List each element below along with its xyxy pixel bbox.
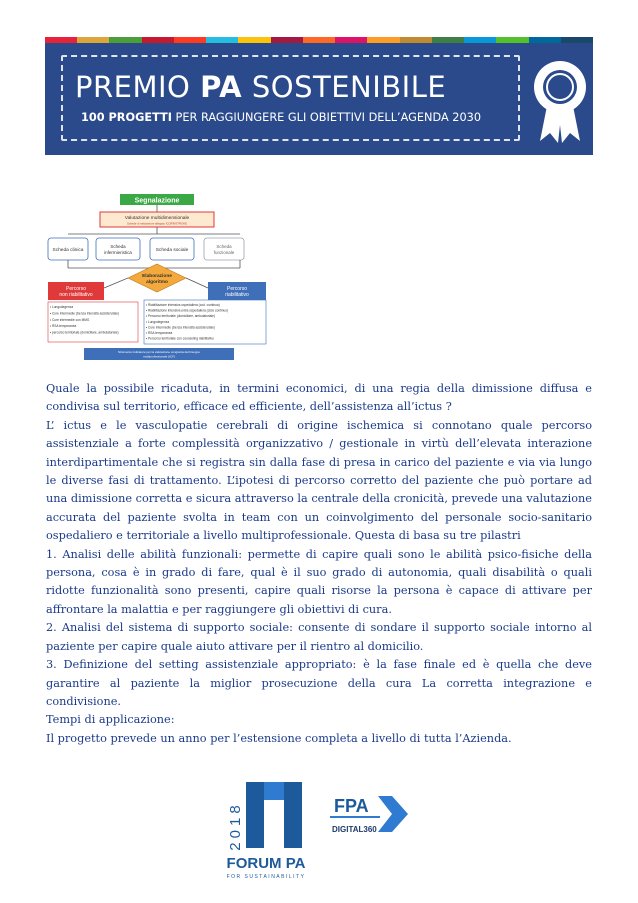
document-body [46,380,592,748]
forum-pa-logo [226,774,306,886]
sdg-stripe-7 [238,37,270,43]
fpa-name: FPA [334,796,369,816]
premio-banner [45,37,593,155]
sdg-stripe-16 [529,37,561,43]
sdg-stripe-12 [400,37,432,43]
rehab-item: • Cure Intermedie (Senza Intensità assistenziale) [146,325,215,330]
sdg-stripe-8 [271,37,303,43]
banner-subtitle [81,111,481,124]
card-nursing [96,238,140,260]
sdg-stripe-1 [45,37,77,43]
paragraph-pillar-3: 3. Definizione del setting assistenziale appropriato: è la fase finale ed è quella che deve garantire al paziente la miglior prosecuzione della cura La corretta integrazione e condivisione. [46,658,592,708]
evaluation-subtitle: Schede di valutazione allegato ICORR/STROKE [126,221,188,226]
indicator-label-2: multiprofessionale (ICF) [143,354,175,359]
sdg-stripe-5 [174,37,206,43]
banner-title-bold: PA [200,70,243,104]
forum-year: 2018 [227,801,244,851]
sdg-stripe-15 [496,37,528,43]
banner-subtitle-rest: PER RAGGIUNGERE GLI OBIETTIVI DELL’AGENDA 2030 [171,111,482,124]
non-rehab-item: • RSA temporanea [50,324,77,329]
non-rehab-label: Percorso [65,286,87,292]
award-ribbon-icon [532,55,588,145]
sdg-stripe-13 [432,37,464,43]
non-rehab-item: • Lungodegenza [50,305,74,309]
paragraph-pillar-1: 1. Analisi delle abilità funzionali: permette di capire quali sono le abilità psico-fisiche della persona, cosa è in grado di fare, qual è il suo grado di autonomia, quali disabilità o quali ridotte funzionalità sono presenti, capire quali risorse la persona è capace di attivare per affrontare la malattia e per raggiungere gli obiettivi di cura. [46,547,592,616]
rehab-label: Percorso [226,286,248,292]
non-rehab-label-2: non riabilitativo [59,292,93,298]
paragraph-intro: L’ ictus e le vasculopatie cerebrali di origine ischemica si connotano quale percorso assistenziale a forte complessità organizzativo / gestionale in virtù dell’elevata interazione interdipartimentale che si registra sin dalla fase di presa in carico del paziente e via via lungo le diverse fasi di trattamento. L’ipotesi di percorso corretto del paziente che può portare ad una dimissione corretta e sicura attraverso la centrale della cronicità, prevede una valutazione accurata del paziente svolta in team con un coinvolgimento del personale socio-sanitario ospedaliero e territoriale a livello multiprofessionale. Questa di basa su tre pilastri [46,418,592,543]
sdg-color-stripes [45,37,593,43]
sdg-stripe-3 [109,37,141,43]
rehab-item: • RSA temporanea [146,331,173,335]
indicator-label: Strumento indicatore per la valutazione congiunta del bisogno [117,350,201,354]
rehab-item: • Riabilitazione intensiva extra ospedaliera (ciclo continuo) [146,308,229,313]
banner-title [75,70,446,104]
evaluation-title: Valutazione multidimensionale [124,216,190,221]
paragraph-timing-heading: Tempi di applicazione: [46,713,175,727]
paragraph-question: Quale la possibile ricaduta, in termini economici, di una regia della dimissione diffusa e condivisa sul territorio, efficace ed efficiente, dell’assistenza all’ictus ? [46,382,592,414]
rehab-item: • Percorso territoriale con counseling riabilitativo [146,336,214,341]
sdg-stripe-17 [561,37,593,43]
forum-tag: FOR SUSTAINABILITY [226,874,306,880]
algorithm-label: Elaborazione [142,274,172,279]
sdg-stripe-14 [464,37,496,43]
sdg-stripe-10 [335,37,367,43]
care-pathway-diagram [44,188,270,364]
algorithm-label-2: algoritmo [146,280,168,285]
banner-subtitle-bold: 100 PROGETTI [81,111,172,124]
card-social-label: Scheda sociale [155,248,189,253]
sdg-stripe-6 [206,37,238,43]
rehab-label-2: riabilitativo [225,292,249,298]
card-functional-label-2: funzionale [213,250,235,255]
card-functional-label: Scheda [216,244,232,249]
forum-mark-accent [264,782,284,800]
sdg-stripe-4 [142,37,174,43]
forum-name: FORUM PA [226,855,306,872]
signal-label: Segnalazione [134,197,180,205]
paragraph-pillar-2: 2. Analisi del sistema di supporto sociale: consente di sondare il supporto sociale intorno al paziente per capire quale aiuto attivare per il rientro al domicilio. [46,621,592,653]
card-functional [204,238,244,260]
sdg-stripe-11 [367,37,399,43]
fpa-underline [330,816,380,818]
card-clinical-label: Scheda clinica [52,248,84,253]
banner-title-rest: SOSTENIBILE [242,70,447,104]
rehab-item: • Percorso territoriale (domiciliare, ambulatoriale) [146,314,215,319]
fpa-sub: DIGITAL360 [332,825,377,834]
non-rehab-item: • Cure Intermedie (Senza Intensità assistenziale) [50,311,119,316]
fpa-chevron-icon [378,796,408,832]
non-rehab-item: • Cure intermedie con MMG [50,317,90,322]
rehab-item: • Lungodegenza [146,319,170,324]
card-nursing-label-2: infermieristica [104,250,132,255]
card-nursing-label: Scheda [110,244,126,249]
rehab-item: • Riabilitazione intensiva ospedaliera (cod. continua) [146,303,220,307]
paragraph-timing: Il progetto prevede un anno per l’estensione completa a livello di tutta l’Azienda. [46,731,512,745]
sdg-stripe-9 [303,37,335,43]
non-rehab-item: • percorso territoriale (domiciliare, ambulatoriale) [50,330,119,335]
pathway-flowchart [44,188,270,364]
fpa-digital360-logo [328,792,410,840]
banner-title-light: PREMIO [75,70,201,104]
sdg-stripe-2 [77,37,109,43]
